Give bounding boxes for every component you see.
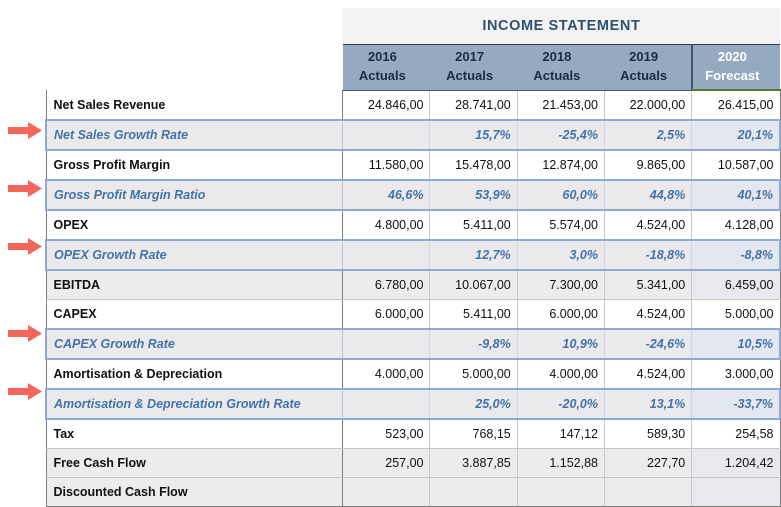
cell-2020[interactable]: 254,58 (692, 419, 780, 449)
cell-2017[interactable]: 5.000,00 (430, 359, 517, 389)
column-header-2018[interactable] (517, 45, 604, 91)
cell-2018[interactable]: 6.000,00 (517, 300, 604, 330)
column-header-kind: Actuals (533, 68, 581, 84)
row-label: Tax (46, 419, 343, 449)
cell-2016[interactable] (343, 120, 430, 150)
cell-2017[interactable]: 53,9% (430, 180, 517, 210)
row-label: CAPEX (46, 300, 343, 330)
row-label: Discounted Cash Flow (46, 478, 343, 507)
table-row[interactable] (46, 389, 780, 419)
cell-2019[interactable]: 4.524,00 (604, 210, 691, 240)
cell-2020[interactable]: -33,7% (692, 389, 780, 419)
table-row[interactable] (46, 120, 780, 150)
arrow-marker-gutter (0, 0, 45, 478)
table-row[interactable] (46, 449, 780, 478)
row-label: Free Cash Flow (46, 449, 343, 478)
row-label: Net Sales Revenue (46, 90, 343, 120)
right-arrow-icon (8, 180, 42, 197)
year-row-spacer (46, 45, 343, 91)
cell-2019[interactable]: 9.865,00 (604, 150, 691, 180)
cell-2018[interactable]: 12.874,00 (517, 150, 604, 180)
column-header-year: 2020 (717, 49, 747, 65)
cell-2016[interactable] (343, 240, 430, 270)
cell-2016[interactable]: 4.800,00 (343, 210, 430, 240)
cell-2019[interactable]: 2,5% (604, 120, 691, 150)
table-row[interactable] (46, 419, 780, 449)
title-row (46, 8, 780, 45)
cell-2019[interactable]: 227,70 (604, 449, 691, 478)
cell-2020[interactable]: 4.128,00 (692, 210, 780, 240)
table-row[interactable] (46, 210, 780, 240)
cell-2020[interactable]: 20,1% (692, 120, 780, 150)
column-header-2020[interactable] (692, 45, 780, 91)
cell-2018[interactable]: 10,9% (517, 329, 604, 359)
cell-2020[interactable]: -8,8% (692, 240, 780, 270)
cell-2016[interactable]: 523,00 (343, 419, 430, 449)
table-header (46, 8, 780, 90)
column-header-year: 2018 (542, 49, 572, 65)
cell-2018[interactable]: 147,12 (517, 419, 604, 449)
cell-2017[interactable]: -9,8% (430, 329, 517, 359)
cell-2020[interactable]: 26.415,00 (692, 90, 780, 120)
cell-2017[interactable]: 3.887,85 (430, 449, 517, 478)
table-row[interactable] (46, 300, 780, 330)
cell-2019[interactable]: -24,6% (604, 329, 691, 359)
row-label: Net Sales Growth Rate (46, 120, 343, 150)
cell-2019[interactable]: 44,8% (604, 180, 691, 210)
table-row[interactable] (46, 359, 780, 389)
cell-2018[interactable]: 4.000,00 (517, 359, 604, 389)
column-header-row (46, 45, 780, 91)
column-header-2019[interactable] (604, 45, 691, 91)
table-row[interactable] (46, 150, 780, 180)
title-row-spacer (46, 8, 343, 45)
table-row[interactable] (46, 329, 780, 359)
income-statement-table (45, 8, 781, 507)
cell-2018[interactable]: 5.574,00 (517, 210, 604, 240)
row-label: OPEX Growth Rate (46, 240, 343, 270)
cell-2019[interactable]: 4.524,00 (604, 300, 691, 330)
cell-2019[interactable]: 4.524,00 (604, 359, 691, 389)
cell-2018[interactable]: 60,0% (517, 180, 604, 210)
cell-2017[interactable]: 10.067,00 (430, 270, 517, 300)
cell-2019[interactable]: 589,30 (604, 419, 691, 449)
cell-2016[interactable]: 6.000,00 (343, 300, 430, 330)
cell-2017[interactable]: 5.411,00 (430, 300, 517, 330)
column-header-year: 2016 (367, 49, 397, 65)
row-label: OPEX (46, 210, 343, 240)
cell-2017[interactable]: 768,15 (430, 419, 517, 449)
cell-2018[interactable] (517, 478, 604, 507)
cell-2016[interactable] (343, 389, 430, 419)
cell-2016[interactable]: 257,00 (343, 449, 430, 478)
row-label: EBITDA (46, 270, 343, 300)
cell-2019[interactable]: 22.000,00 (604, 90, 691, 120)
column-header-kind: Forecast (705, 68, 760, 83)
cell-2016[interactable] (343, 329, 430, 359)
table-row[interactable] (46, 240, 780, 270)
column-header-kind: Actuals (446, 68, 494, 84)
right-arrow-icon (8, 122, 42, 139)
column-header-year: 2017 (455, 49, 485, 65)
right-arrow-icon (8, 325, 42, 342)
cell-2016[interactable] (343, 478, 430, 507)
column-header-2017[interactable] (430, 45, 517, 91)
cell-2016[interactable]: 4.000,00 (343, 359, 430, 389)
cell-2019[interactable] (604, 478, 691, 507)
cell-2017[interactable]: 25,0% (430, 389, 517, 419)
right-arrow-icon (8, 238, 42, 255)
cell-2017[interactable] (430, 478, 517, 507)
cell-2017[interactable]: 15.478,00 (430, 150, 517, 180)
cell-2020[interactable]: 10.587,00 (692, 150, 780, 180)
cell-2018[interactable]: 21.453,00 (517, 90, 604, 120)
cell-2016[interactable]: 11.580,00 (343, 150, 430, 180)
row-label: Amortisation & Depreciation Growth Rate (46, 389, 343, 419)
column-header-2016[interactable] (343, 45, 430, 91)
cell-2020[interactable]: 3.000,00 (692, 359, 780, 389)
row-label: Gross Profit Margin (46, 150, 343, 180)
table-row[interactable] (46, 270, 780, 300)
cell-2019[interactable]: 13,1% (604, 389, 691, 419)
cell-2018[interactable]: 1.152,88 (517, 449, 604, 478)
cell-2020[interactable] (692, 478, 780, 507)
cell-2018[interactable]: -25,4% (517, 120, 604, 150)
cell-2017[interactable]: 15,7% (430, 120, 517, 150)
cell-2020[interactable]: 40,1% (692, 180, 780, 210)
table-row[interactable] (46, 478, 780, 507)
table-body (46, 90, 780, 507)
column-header-kind: Actuals (620, 68, 668, 84)
cell-2016[interactable]: 6.780,00 (343, 270, 430, 300)
column-header-kind: Actuals (358, 68, 406, 84)
cell-2020[interactable]: 5.000,00 (692, 300, 780, 330)
table-row[interactable] (46, 90, 780, 120)
cell-2018[interactable]: 3,0% (517, 240, 604, 270)
cell-2018[interactable]: -20,0% (517, 389, 604, 419)
cell-2017[interactable]: 28.741,00 (430, 90, 517, 120)
cell-2020[interactable]: 1.204,42 (692, 449, 780, 478)
table-title: INCOME STATEMENT (343, 8, 780, 45)
cell-2017[interactable]: 12,7% (430, 240, 517, 270)
cell-2016[interactable]: 24.846,00 (343, 90, 430, 120)
row-label: Gross Profit Margin Ratio (46, 180, 343, 210)
cell-2019[interactable]: -18,8% (604, 240, 691, 270)
cell-2017[interactable]: 5.411,00 (430, 210, 517, 240)
row-label: Amortisation & Depreciation (46, 359, 343, 389)
row-label: CAPEX Growth Rate (46, 329, 343, 359)
cell-2018[interactable]: 7.300,00 (517, 270, 604, 300)
column-header-year: 2019 (629, 49, 659, 65)
cell-2016[interactable]: 46,6% (343, 180, 430, 210)
right-arrow-icon (8, 383, 42, 400)
cell-2019[interactable]: 5.341,00 (604, 270, 691, 300)
table-row[interactable] (46, 180, 780, 210)
cell-2020[interactable]: 10,5% (692, 329, 780, 359)
cell-2020[interactable]: 6.459,00 (692, 270, 780, 300)
